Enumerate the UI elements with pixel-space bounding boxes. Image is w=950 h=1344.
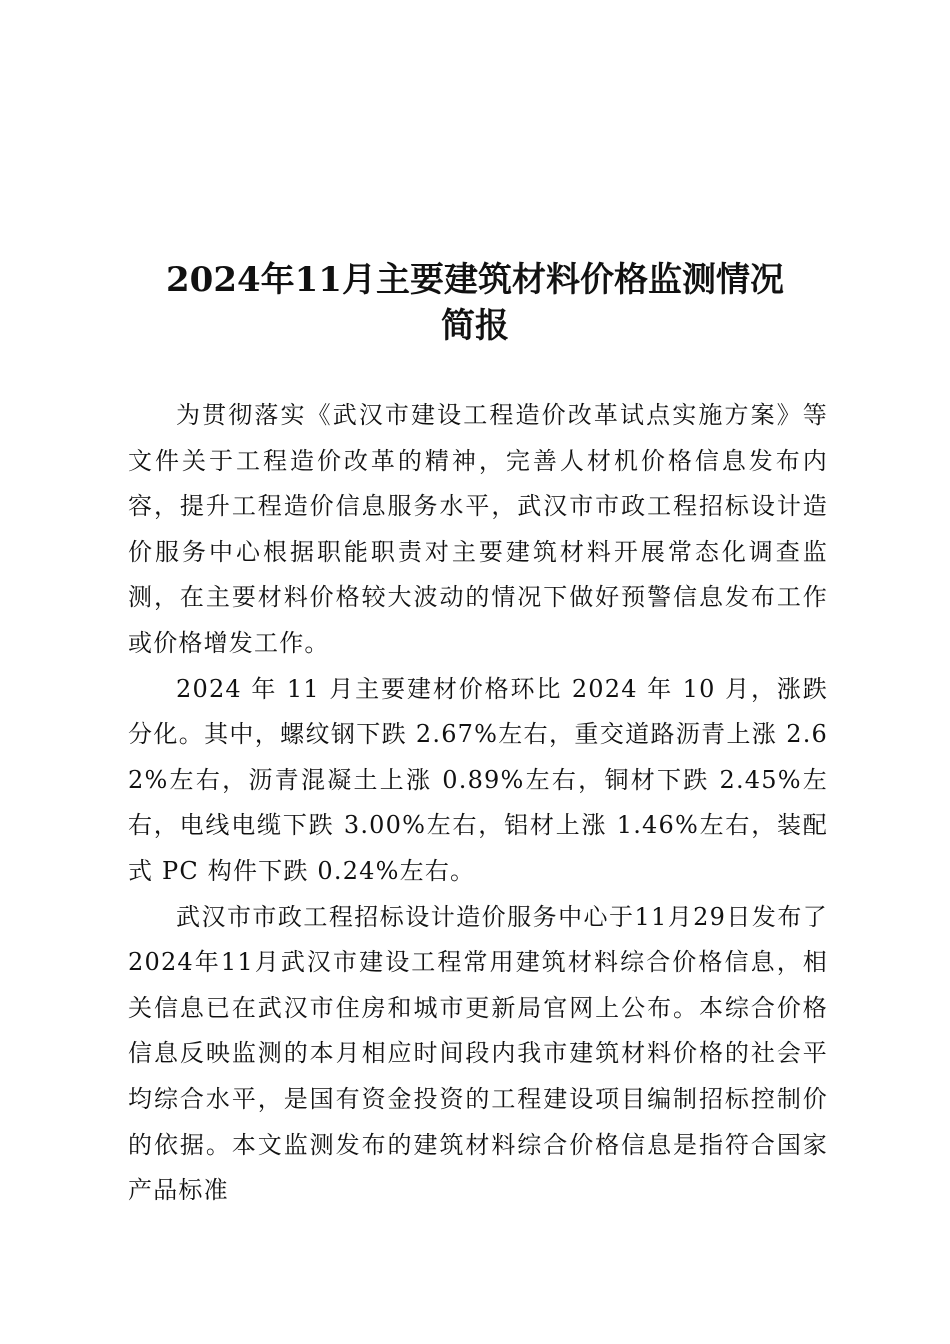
document-title: 2024年11月主要建筑材料价格监测情况 (166, 260, 784, 300)
document-body (128, 393, 828, 1214)
document-title-continued: 简报 (441, 306, 509, 346)
paragraph-intro: 为贯彻落实《武汉市建设工程造价改革试点实施方案》等文件关于工程造价改革的精神，完善人材机价格信息发布内容，提升工程造价信息服务水平，武汉市市政工程招标设计造价服务中心根据职能职责对主要建筑材料开展常态化调查监测，在主要材料价格较大波动的情况下做好预警信息发布工作或价格增发工作。 (128, 401, 828, 657)
paragraph-price-changes: 2024 年 11 月主要建材价格环比 2024 年 10 月，涨跌分化。其中，螺纹钢下跌 2.67%左右，重交道路沥青上涨 2.62%左右，沥青混凝土上涨 0.89%左右，铜材下跌 2.45%左右，电线电缆下跌 3.00%左右，铝材上涨 1.46%左右，装配式 PC 构件下跌 0.24%左右。 (128, 674, 828, 885)
paragraph-publication: 武汉市市政工程招标设计造价服务中心于11月29日发布了2024年11月武汉市建设工程常用建筑材料综合价格信息，相关信息已在武汉市住房和城市更新局官网上公布。本综合价格信息反映监测的本月相应时间段内我市建筑材料价格的社会平均综合水平，是国有资金投资的工程建设项目编制招标控制价的依据。本文监测发布的建筑材料综合价格信息是指符合国家产品标准 (128, 902, 828, 1205)
